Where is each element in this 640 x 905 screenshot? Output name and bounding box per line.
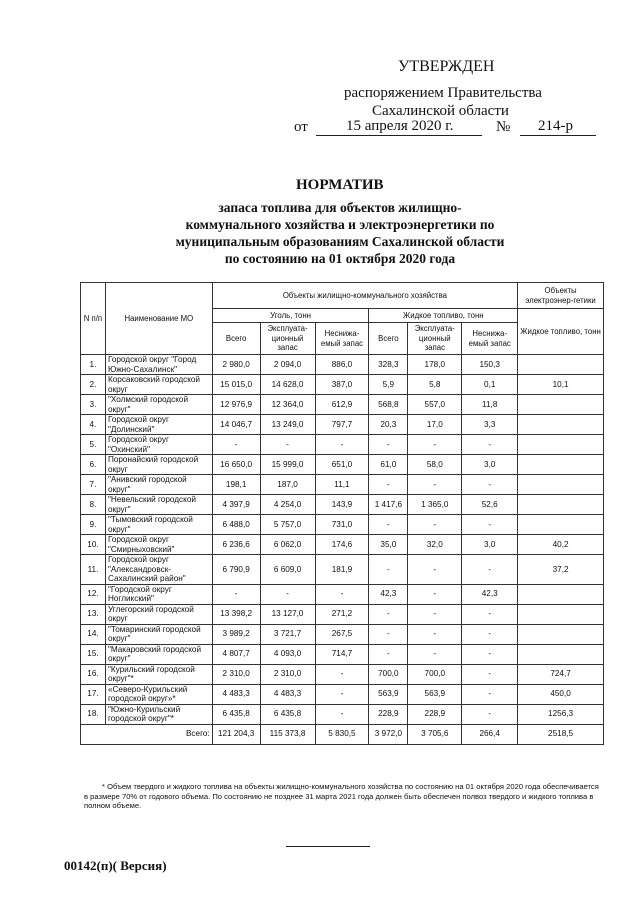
col-header-liquid-total: Всего xyxy=(369,323,408,355)
value-cell: 3 989,2 xyxy=(212,624,260,644)
row-number: 5. xyxy=(81,435,106,455)
value-cell: - xyxy=(369,555,408,585)
value-cell: - xyxy=(408,475,462,495)
value-cell: 6 062,0 xyxy=(260,535,315,555)
value-cell: 143,9 xyxy=(315,495,369,515)
col-header-liquid-operational: Эксплуата-ционный запас xyxy=(408,323,462,355)
row-number: 16. xyxy=(81,664,106,684)
row-number: 9. xyxy=(81,515,106,535)
value-cell: 11,8 xyxy=(462,395,518,415)
total-cell: 115 373,8 xyxy=(260,724,315,744)
number-underline xyxy=(520,135,596,136)
approved-heading: УТВЕРЖДЕН xyxy=(398,58,495,75)
value-cell: 3 721,7 xyxy=(260,624,315,644)
value-cell: 731,0 xyxy=(315,515,369,535)
value-cell xyxy=(518,415,604,435)
municipality-name: Поронайский городской округ xyxy=(105,455,212,475)
table-row xyxy=(81,664,604,684)
value-cell xyxy=(518,604,604,624)
value-cell: - xyxy=(408,584,462,604)
value-cell xyxy=(518,395,604,415)
value-cell: 13 249,0 xyxy=(260,415,315,435)
table-row xyxy=(81,495,604,515)
total-label: Всего: xyxy=(81,724,213,744)
date-underline xyxy=(316,135,482,136)
value-cell: 4 483,3 xyxy=(212,684,260,704)
value-cell: 4 397,9 xyxy=(212,495,260,515)
col-header-coal-operational: Эксплуата-ционный запас xyxy=(260,323,315,355)
value-cell: 612,9 xyxy=(315,395,369,415)
value-cell: 15 015,0 xyxy=(212,375,260,395)
value-cell: 563,9 xyxy=(369,684,408,704)
value-cell: 714,7 xyxy=(315,644,369,664)
table-row xyxy=(81,684,604,704)
municipality-name: "Курильский городской округ"* xyxy=(105,664,212,684)
value-cell: - xyxy=(369,435,408,455)
value-cell: - xyxy=(408,644,462,664)
total-cell: 2518,5 xyxy=(518,724,604,744)
value-cell: - xyxy=(462,664,518,684)
row-number: 14. xyxy=(81,624,106,644)
value-cell: 181,9 xyxy=(315,555,369,585)
municipality-name: Корсаковский городской округ xyxy=(105,375,212,395)
value-cell: 3,0 xyxy=(462,455,518,475)
value-cell: 6 609,0 xyxy=(260,555,315,585)
value-cell: 651,0 xyxy=(315,455,369,475)
municipality-name: "Анивский городской округ" xyxy=(105,475,212,495)
row-number: 18. xyxy=(81,704,106,724)
value-cell: - xyxy=(260,435,315,455)
value-cell: 2 094,0 xyxy=(260,355,315,375)
table-row xyxy=(81,624,604,644)
value-cell: 10,1 xyxy=(518,375,604,395)
value-cell: 557,0 xyxy=(408,395,462,415)
value-cell xyxy=(518,584,604,604)
value-cell: 14 046,7 xyxy=(212,415,260,435)
municipality-name: Городской округ "Александровск-Сахалинский район" xyxy=(105,555,212,585)
row-number: 4. xyxy=(81,415,106,435)
table-row xyxy=(81,604,604,624)
value-cell: 4 093,0 xyxy=(260,644,315,664)
value-cell: 42,3 xyxy=(369,584,408,604)
value-cell: - xyxy=(408,555,462,585)
value-cell: - xyxy=(315,684,369,704)
col-header-name: Наименование МО xyxy=(105,283,212,355)
value-cell xyxy=(518,495,604,515)
municipality-name: "Макаровский городской округ" xyxy=(105,644,212,664)
value-cell: 4 807,7 xyxy=(212,644,260,664)
value-cell: - xyxy=(462,644,518,664)
value-cell: 20,3 xyxy=(369,415,408,435)
value-cell: 267,5 xyxy=(315,624,369,644)
row-number: 8. xyxy=(81,495,106,515)
subtitle-line: по состоянию на 01 октября 2020 года xyxy=(224,251,456,266)
table-row xyxy=(81,515,604,535)
value-cell: 15 999,0 xyxy=(260,455,315,475)
municipality-name: "Холмский городской округ" xyxy=(105,395,212,415)
value-cell: 178,0 xyxy=(408,355,462,375)
row-number: 13. xyxy=(81,604,106,624)
value-cell: 1256,3 xyxy=(518,704,604,724)
value-cell: 2 310,0 xyxy=(260,664,315,684)
value-cell: 3,3 xyxy=(462,415,518,435)
subtitle-line: запаса топлива для объектов жилищно- xyxy=(218,200,462,215)
value-cell: 797,7 xyxy=(315,415,369,435)
value-cell: - xyxy=(462,475,518,495)
value-cell: 3,0 xyxy=(462,535,518,555)
fuel-norms-table xyxy=(80,282,604,745)
municipality-name: "Томаринский городской округ" xyxy=(105,624,212,644)
value-cell: 6 236,6 xyxy=(212,535,260,555)
value-cell: - xyxy=(462,515,518,535)
value-cell: - xyxy=(408,515,462,535)
approval-line-1: распоряжением Правительства xyxy=(344,85,542,101)
col-header-energy-liquid: Жидкое топливо, тонн xyxy=(518,309,604,355)
value-cell: 271,2 xyxy=(315,604,369,624)
value-cell: - xyxy=(315,664,369,684)
value-cell: 13 127,0 xyxy=(260,604,315,624)
col-header-liquid: Жидкое топливо, тонн xyxy=(369,309,518,323)
municipality-name: Городской округ "Город Южно-Сахалинск" xyxy=(105,355,212,375)
col-header-coal-total: Всего xyxy=(212,323,260,355)
row-number: 3. xyxy=(81,395,106,415)
table-row xyxy=(81,395,604,415)
value-cell: 6 435,8 xyxy=(260,704,315,724)
value-cell: - xyxy=(462,624,518,644)
value-cell: 61,0 xyxy=(369,455,408,475)
value-cell: 328,3 xyxy=(369,355,408,375)
total-cell: 5 830,5 xyxy=(315,724,369,744)
value-cell: 52,6 xyxy=(462,495,518,515)
value-cell: 12 976,9 xyxy=(212,395,260,415)
value-cell: 40,2 xyxy=(518,535,604,555)
row-number: 10. xyxy=(81,535,106,555)
value-cell: - xyxy=(369,644,408,664)
row-number: 12. xyxy=(81,584,106,604)
row-number: 17. xyxy=(81,684,106,704)
municipality-name: "Южно-Курильский городской округ"* xyxy=(105,704,212,724)
table-row xyxy=(81,415,604,435)
value-cell: 1 417,6 xyxy=(369,495,408,515)
value-cell: 387,0 xyxy=(315,375,369,395)
value-cell: - xyxy=(369,624,408,644)
municipality-name: «Северо-Курильский городской округ»* xyxy=(105,684,212,704)
value-cell: 12 364,0 xyxy=(260,395,315,415)
row-number: 11. xyxy=(81,555,106,585)
table-row xyxy=(81,475,604,495)
row-number: 1. xyxy=(81,355,106,375)
value-cell: 198,1 xyxy=(212,475,260,495)
value-cell: - xyxy=(408,604,462,624)
value-cell xyxy=(518,455,604,475)
col-header-liquid-reserve: Неснижа-емый запас xyxy=(462,323,518,355)
total-cell: 3 972,0 xyxy=(369,724,408,744)
value-cell: 4 254,0 xyxy=(260,495,315,515)
total-cell: 266,4 xyxy=(462,724,518,744)
value-cell: 174,6 xyxy=(315,535,369,555)
table-row xyxy=(81,535,604,555)
row-number: 7. xyxy=(81,475,106,495)
value-cell: 187,0 xyxy=(260,475,315,495)
value-cell: - xyxy=(462,604,518,624)
value-cell: 568,8 xyxy=(369,395,408,415)
value-cell: 0,1 xyxy=(462,375,518,395)
value-cell: 5,9 xyxy=(369,375,408,395)
row-number: 15. xyxy=(81,644,106,664)
value-cell: 11,1 xyxy=(315,475,369,495)
value-cell: - xyxy=(315,704,369,724)
value-cell: - xyxy=(315,435,369,455)
value-cell: - xyxy=(260,584,315,604)
value-cell xyxy=(518,515,604,535)
value-cell: 150,3 xyxy=(462,355,518,375)
value-cell: 32,0 xyxy=(408,535,462,555)
value-cell: - xyxy=(462,684,518,704)
municipality-name: "Невельский городской округ" xyxy=(105,495,212,515)
table-row xyxy=(81,644,604,664)
value-cell: - xyxy=(369,604,408,624)
value-cell: 6 435,8 xyxy=(212,704,260,724)
value-cell: 6 488,0 xyxy=(212,515,260,535)
total-cell: 3 705,6 xyxy=(408,724,462,744)
number-label: № xyxy=(496,119,511,135)
value-cell: 563,9 xyxy=(408,684,462,704)
subtitle-line: коммунального хозяйства и электроэнергетики по xyxy=(185,217,495,232)
value-cell: - xyxy=(462,435,518,455)
municipality-name: "Городской округ Ногликский" xyxy=(105,584,212,604)
municipality-name: Углегорский городской округ xyxy=(105,604,212,624)
value-cell: - xyxy=(369,475,408,495)
value-cell xyxy=(518,644,604,664)
value-cell: 5 757,0 xyxy=(260,515,315,535)
col-header-housing: Объекты жилищно-коммунального хозяйства xyxy=(212,283,517,309)
document-subtitle xyxy=(140,199,540,267)
order-number: 214-р xyxy=(538,118,573,134)
table-row xyxy=(81,355,604,375)
table-row xyxy=(81,555,604,585)
value-cell: 724,7 xyxy=(518,664,604,684)
from-label: от xyxy=(294,119,308,135)
value-cell: 35,0 xyxy=(369,535,408,555)
subtitle-line: муниципальным образованиям Сахалинской области xyxy=(175,234,505,249)
col-header-coal: Уголь, тонн xyxy=(212,309,369,323)
value-cell: 5,8 xyxy=(408,375,462,395)
value-cell: 17,0 xyxy=(408,415,462,435)
value-cell: - xyxy=(462,555,518,585)
value-cell: 14 628,0 xyxy=(260,375,315,395)
value-cell xyxy=(518,435,604,455)
value-cell: 700,0 xyxy=(369,664,408,684)
value-cell: - xyxy=(212,435,260,455)
approval-date: 15 апреля 2020 г. xyxy=(346,118,454,134)
municipality-name: Городской округ "Долинский" xyxy=(105,415,212,435)
value-cell: - xyxy=(408,624,462,644)
value-cell: 228,9 xyxy=(369,704,408,724)
value-cell: 4 483,3 xyxy=(260,684,315,704)
value-cell: 886,0 xyxy=(315,355,369,375)
value-cell: 2 980,0 xyxy=(212,355,260,375)
col-header-energy: Объекты электроэнер-гетики xyxy=(518,283,604,309)
value-cell: - xyxy=(212,584,260,604)
municipality-name: Городской округ "Охинский" xyxy=(105,435,212,455)
value-cell: - xyxy=(462,704,518,724)
value-cell: 6 790,9 xyxy=(212,555,260,585)
value-cell: 700,0 xyxy=(408,664,462,684)
row-number: 6. xyxy=(81,455,106,475)
approval-line-2: Сахалинской области xyxy=(372,103,509,119)
value-cell: 37,2 xyxy=(518,555,604,585)
table-row xyxy=(81,704,604,724)
value-cell: 13 398,2 xyxy=(212,604,260,624)
document-code: 00142(п)( Версия) xyxy=(64,858,167,873)
value-cell xyxy=(518,475,604,495)
value-cell: 16 650,0 xyxy=(212,455,260,475)
table-row xyxy=(81,584,604,604)
value-cell xyxy=(518,624,604,644)
value-cell: 58,0 xyxy=(408,455,462,475)
value-cell: 42,3 xyxy=(462,584,518,604)
municipality-name: Городской округ "Смирныховский" xyxy=(105,535,212,555)
col-header-number: N п/п xyxy=(81,283,106,355)
value-cell: - xyxy=(315,584,369,604)
value-cell: 450,0 xyxy=(518,684,604,704)
value-cell: - xyxy=(408,435,462,455)
municipality-name: "Тымовский городской округ" xyxy=(105,515,212,535)
value-cell: 2 310,0 xyxy=(212,664,260,684)
table-row xyxy=(81,455,604,475)
value-cell: 1 365,0 xyxy=(408,495,462,515)
value-cell: - xyxy=(369,515,408,535)
value-cell: 228,9 xyxy=(408,704,462,724)
footnote: * Объем твердого и жидкого топлива на объекты жилищно-коммунального хозяйства по состоянию на 01 октября 2020 года обеспечивается в размере 70% от годового объема. По состоянию не позднее 31 марта 2021 года должен быть обеспечен полвоз твердого и жидкого топлива в полном объеме. xyxy=(84,782,599,810)
table-row xyxy=(81,375,604,395)
signature-line xyxy=(286,846,370,847)
col-header-coal-reserve: Неснижа-емый запас xyxy=(315,323,369,355)
row-number: 2. xyxy=(81,375,106,395)
table-row xyxy=(81,435,604,455)
document-title: НОРМАТИВ xyxy=(296,177,384,193)
total-cell: 121 204,3 xyxy=(212,724,260,744)
value-cell xyxy=(518,355,604,375)
